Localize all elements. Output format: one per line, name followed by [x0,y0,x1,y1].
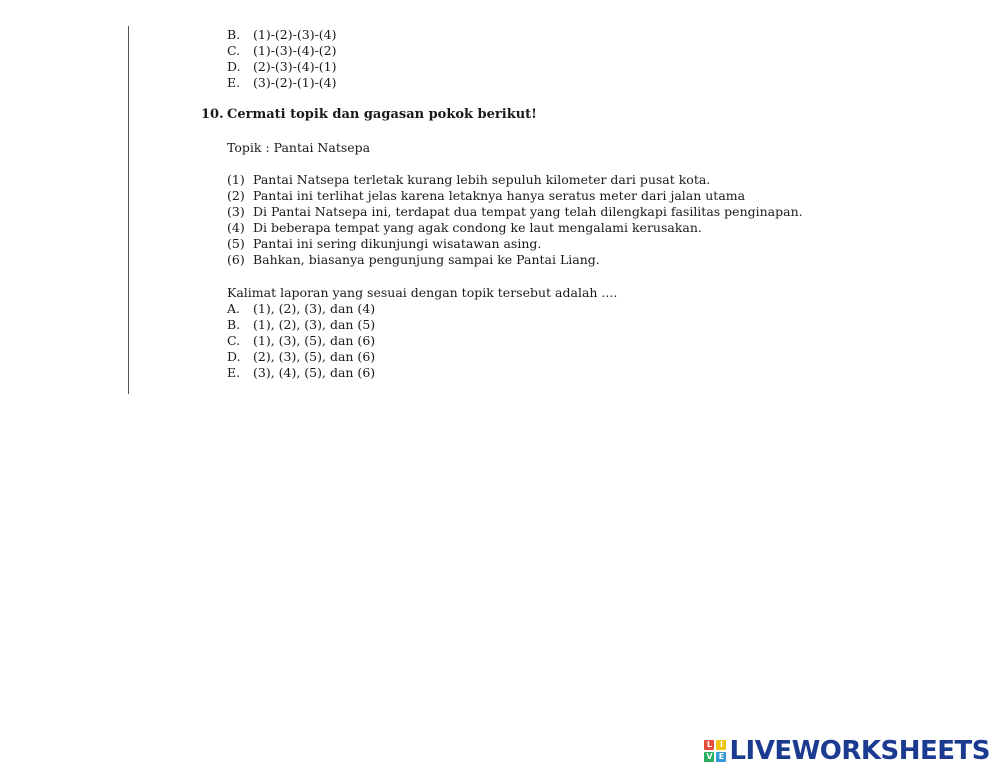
logo-block-l: L [704,740,714,750]
question-number: 10. [201,107,224,122]
question-text: Cermati topik dan gagasan pokok berikut! [227,107,537,122]
logo-block-i: I [716,740,726,750]
logo-block-e: E [716,752,726,762]
page-margin-line [128,26,129,394]
liveworksheets-logo[interactable] [704,736,990,766]
logo-wordmark: LIVEWORKSHEETS [729,736,990,766]
logo-block-v: V [706,752,713,761]
logo-blocks-icon [704,740,726,762]
topic-label: Topik : Pantai Natsepa [227,140,371,155]
